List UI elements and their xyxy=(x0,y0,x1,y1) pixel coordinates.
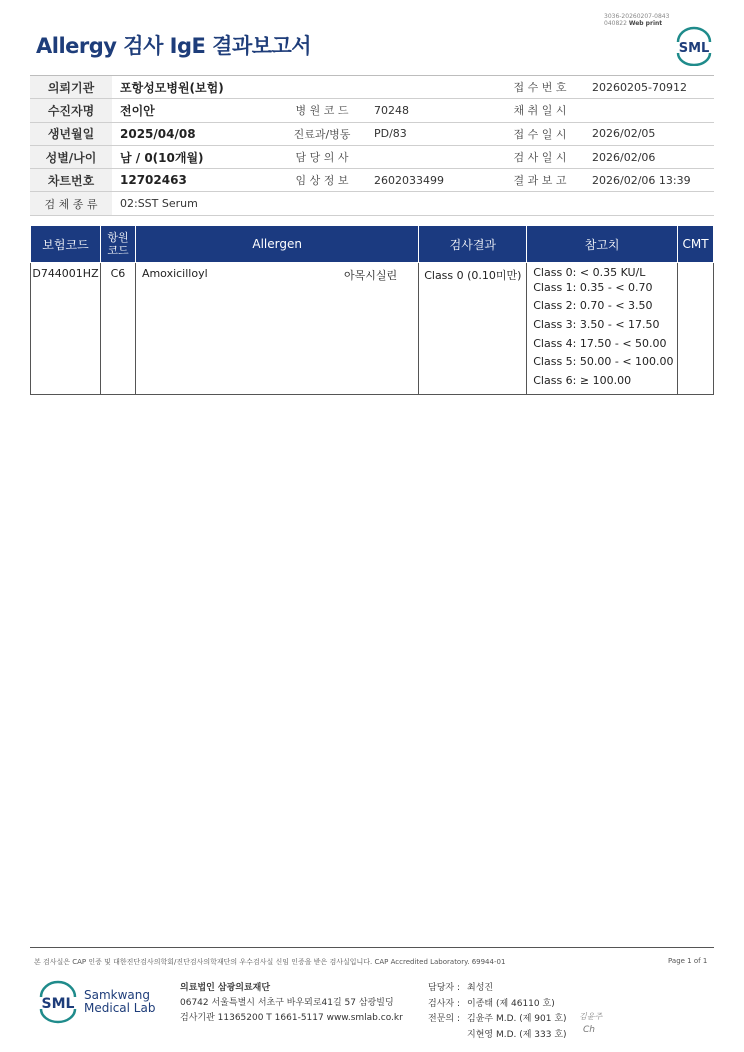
table-row xyxy=(31,263,714,395)
sml-logo xyxy=(672,26,716,66)
footer-staff xyxy=(428,981,567,1043)
header-cmt: CMT xyxy=(678,226,714,263)
value-specimen-type: 02:SST Serum xyxy=(112,192,714,215)
footer-brand-line2: Medical Lab xyxy=(84,1001,156,1015)
label-hospital-code: 병 원 코 드 xyxy=(282,99,362,122)
value-clinical-info: 2602033499 xyxy=(362,169,500,192)
footer-sml-logo xyxy=(36,980,80,1024)
staff-row xyxy=(428,1012,567,1028)
patient-row xyxy=(30,99,714,122)
label-requester: 의뢰기관 xyxy=(30,76,112,99)
header-result: 검사결과 xyxy=(419,226,527,263)
label-chart-number: 차트번호 xyxy=(30,169,112,192)
document-code-line1: 3036-20260207-0843 xyxy=(604,13,670,20)
reference-class-6: Class 6: ≥ 100.00 xyxy=(533,374,632,388)
document-code-line2: 040822 xyxy=(604,20,627,27)
cell-insurance-code: D744001HZ xyxy=(31,263,101,395)
staff-role: 검사자 : xyxy=(428,998,460,1009)
specimen-row xyxy=(30,192,714,215)
label-receipt-date: 접 수 일 시 xyxy=(500,122,580,145)
header-insurance-code: 보험코드 xyxy=(31,226,101,263)
results-table xyxy=(30,225,714,395)
reference-class-0: Class 0: < 0.35 KU/L xyxy=(533,266,646,279)
reference-class-3: Class 3: 3.50 - < 17.50 xyxy=(533,318,660,332)
cell-cmt xyxy=(678,263,714,395)
value-birth-date: 2025/04/08 xyxy=(112,122,282,145)
staff-role: 담당자 : xyxy=(428,983,460,993)
footer-divider xyxy=(30,947,714,948)
label-result-report: 결 과 보 고 xyxy=(500,169,580,192)
label-sex-age: 성별/나이 xyxy=(30,145,112,168)
header-antigen-code xyxy=(100,226,135,263)
value-department: PD/83 xyxy=(362,122,500,145)
value-sex-age: 남 / 0(10개월) xyxy=(112,145,282,168)
value-requester: 포항성모병원(보험) xyxy=(112,76,282,99)
footer-brand-line1: Samkwang xyxy=(84,988,150,1002)
patient-row xyxy=(30,122,714,145)
page-title: Allergy 검사 IgE 결과보고서 xyxy=(36,34,312,58)
label-receipt-number: 접 수 번 호 xyxy=(500,76,580,99)
reference-class-4: Class 4: 17.50 - < 50.00 xyxy=(533,336,667,350)
reference-class-1: Class 1: 0.35 - < 0.70 xyxy=(533,280,653,294)
footer-organization xyxy=(180,981,403,1026)
signature-2: Ch xyxy=(583,1025,595,1035)
reference-class-2: Class 2: 0.70 - < 3.50 xyxy=(533,299,653,313)
signature-1: 김윤주 xyxy=(579,1012,603,1021)
staff-row xyxy=(428,997,567,1013)
patient-info-table xyxy=(30,75,714,216)
document-code xyxy=(604,13,669,27)
cell-allergen xyxy=(135,263,419,395)
header-antigen-code-line2: 코드 xyxy=(107,244,129,257)
staff-row xyxy=(428,1028,567,1044)
staff-role: 전문의 : xyxy=(428,1014,460,1024)
footer-sml-logo-text: SML xyxy=(41,996,75,1012)
org-name: 의료법인 삼광의료재단 xyxy=(180,983,271,993)
value-chart-number: 12702463 xyxy=(112,169,282,192)
staff-name: 최성진 xyxy=(467,983,494,993)
print-type: Web print xyxy=(628,20,663,27)
results-header-row xyxy=(31,226,714,263)
value-result-report: 2026/02/06 13:39 xyxy=(580,169,714,192)
value-patient-name: 전이안 xyxy=(112,99,282,122)
accreditation-note: 본 검사실은 CAP 인증 및 대한진단검사의학회/진단검사의학재단의 우수검사실 신임 인증을 받은 검사실입니다. CAP Accredited Laboratory. 69944-01 xyxy=(34,958,506,966)
label-test-date: 검 사 일 시 xyxy=(500,145,580,168)
staff-name: 김윤주 M.D. (제 901 호) xyxy=(467,1014,567,1024)
label-department: 진료과/병동 xyxy=(282,122,362,145)
patient-row xyxy=(30,169,714,192)
patient-row xyxy=(30,145,714,168)
value-collection-date xyxy=(580,99,714,122)
cell-reference xyxy=(527,263,678,395)
org-contact: 검사기관 11365200 T 1661-5117 www.smlab.co.kr xyxy=(180,1013,403,1023)
reference-class-5: Class 5: 50.00 - < 100.00 xyxy=(533,355,674,369)
patient-row xyxy=(30,76,714,99)
cell-antigen-code: C6 xyxy=(100,263,135,395)
sml-logo-text: SML xyxy=(678,41,710,56)
header-antigen-code-line1: 항원 xyxy=(107,231,129,244)
label-blank xyxy=(282,76,362,99)
label-specimen-type: 검 체 종 류 xyxy=(30,192,112,215)
value-receipt-number: 20260205-70912 xyxy=(580,76,714,99)
label-clinical-info: 임 상 정 보 xyxy=(282,169,362,192)
org-address: 06742 서울특별시 서초구 바우뫼로41길 57 삼광빌딩 xyxy=(180,998,394,1008)
footer-brand xyxy=(84,989,155,1015)
label-patient-name: 수진자명 xyxy=(30,99,112,122)
staff-row xyxy=(428,981,567,997)
allergen-english-name: Amoxicilloyl xyxy=(141,267,208,280)
value-hospital-code: 70248 xyxy=(362,99,500,122)
header-reference: 참고치 xyxy=(527,226,678,263)
label-birth-date: 생년월일 xyxy=(30,122,112,145)
value-test-date: 2026/02/06 xyxy=(580,145,714,168)
label-physician: 담 당 의 사 xyxy=(282,145,362,168)
allergen-korean-name: 아목시실린 xyxy=(343,269,398,282)
header-allergen: Allergen xyxy=(135,226,419,263)
page-number: Page 1 of 1 xyxy=(668,957,708,965)
label-collection-date: 채 취 일 시 xyxy=(500,99,580,122)
staff-name: 이종태 (제 46110 호) xyxy=(467,998,555,1009)
value-blank xyxy=(362,76,500,99)
cell-result: Class 0 (0.10미만) xyxy=(419,263,527,395)
value-physician xyxy=(362,145,500,168)
staff-name: 지현영 M.D. (제 333 호) xyxy=(467,1029,567,1040)
value-receipt-date: 2026/02/05 xyxy=(580,122,714,145)
